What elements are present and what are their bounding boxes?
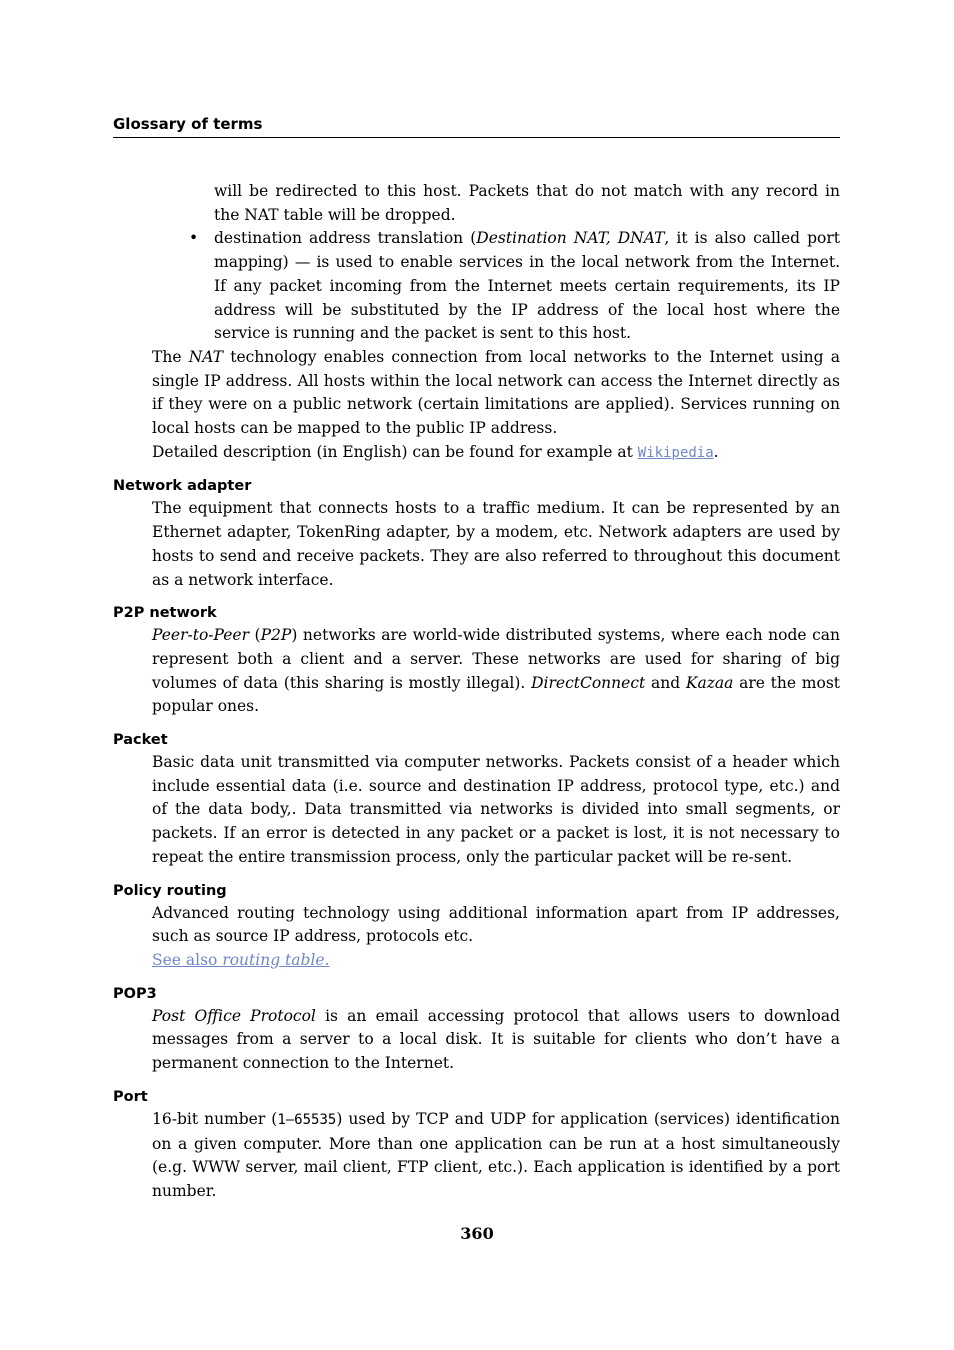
definition-pop3	[152, 1005, 840, 1076]
nat-description	[152, 346, 840, 441]
port-range: 1–65535	[277, 1111, 337, 1128]
p2p-italic-4: Kazaa	[685, 673, 734, 692]
term-network-adapter: Network adapter	[113, 478, 252, 495]
term-packet: Packet	[113, 732, 168, 749]
term-pop3: POP3	[113, 985, 157, 1002]
p2p-italic-2: P2P	[260, 626, 292, 645]
bullet-text-italic: Destination NAT, DNAT	[476, 229, 665, 248]
nat-detail-suffix: .	[713, 442, 719, 461]
running-header	[113, 114, 840, 138]
pop3-text: is an email accessing protocol that allows users to download messages from a server to a local disk. It is suitable for clients who don’t have a permanent connection to the Internet.	[152, 1006, 840, 1073]
term-p2p-network: P2P network	[113, 605, 217, 622]
nat-desc-rest: technology enables connection from local networks to the Internet using a single IP address. All hosts within the local network can access the Internet directly as if they were on a public network (certain limitations are applied). Services running on local hosts can be mapped to the public IP address.	[152, 347, 840, 438]
definition-policy-routing: Advanced routing technology using additional information apart from IP addresses, such as source IP address, protocols etc.	[152, 903, 840, 946]
term-policy-routing: Policy routing	[113, 882, 227, 899]
nat-detail-prefix: Detailed description (in English) can be found for example at	[152, 442, 638, 461]
wikipedia-link[interactable]: Wikipedia	[637, 444, 714, 461]
nat-bullet-item	[189, 227, 840, 346]
definition-packet: Basic data unit transmitted via computer networks. Packets consist of a header which include essential data (i.e. source and destination IP address, protocol type, etc.) and of the data body,. Data transmitted via networks is divided into small segments, or packets. If an error is detected in any packet or a packet is lost, it is not necessary to repeat the entire transmission process, only the particular packet will be re-sent.	[152, 753, 840, 866]
routing-table-link[interactable]: routing table.	[222, 950, 330, 969]
p2p-text-2: ) networks are world-wide distributed systems, where each node can represent both a client and a server. These networks are used for sharing of big volumes of data (this sharing is mostly illegal).	[152, 626, 840, 692]
nat-continuation-text: will be redirected to this host. Packets that do not match with any record in the NAT table will be dropped.	[214, 182, 840, 224]
see-also-label: See also	[152, 950, 223, 969]
definition-port	[152, 1108, 840, 1204]
p2p-text-3: and	[645, 673, 686, 692]
port-prefix: 16-bit number (	[152, 1109, 278, 1128]
bullet-text-prefix: destination address translation (	[214, 229, 477, 248]
section-title: Glossary of terms	[113, 115, 263, 133]
port-text: ) used by TCP and UDP for application (services) identification on a given computer. More than one application can be run at a host simultaneously (e.g. WWW server, mail client, FTP client, etc.). Each application is identified by a port number.	[152, 1109, 841, 1200]
p2p-text-4: are the most popular ones.	[152, 673, 840, 716]
pop3-italic: Post Office Protocol	[152, 1006, 316, 1025]
nat-desc-italic: NAT	[188, 347, 223, 366]
glossary-content	[113, 180, 840, 1204]
bullet-icon: •	[189, 229, 199, 248]
term-port: Port	[113, 1088, 148, 1105]
see-also-line	[152, 949, 840, 973]
bullet-text-rest: , it is also called port mapping) — is used to enable services in the local network from the Internet. If any packet incoming from the Internet meets certain requirements, its IP address will be substituted by the IP address of the local host where the service is running and the packet is sent to this host.	[214, 229, 840, 343]
definition-p2p-network	[152, 624, 840, 719]
p2p-text-1: (	[249, 626, 261, 645]
see-also-link[interactable]	[152, 951, 330, 969]
nat-detail	[152, 441, 840, 466]
p2p-italic-3: DirectConnect	[531, 673, 646, 692]
nat-desc-prefix: The	[152, 347, 189, 366]
definition-network-adapter: The equipment that connects hosts to a traffic medium. It can be represented by an Ethernet adapter, TokenRing adapter, by a modem, etc. Network adapters are used by hosts to send and receive packets. They are also referred to throughout this document as a network interface.	[152, 499, 840, 589]
p2p-italic-1: Peer-to-Peer	[152, 626, 250, 645]
page-number: 360	[460, 1224, 494, 1243]
